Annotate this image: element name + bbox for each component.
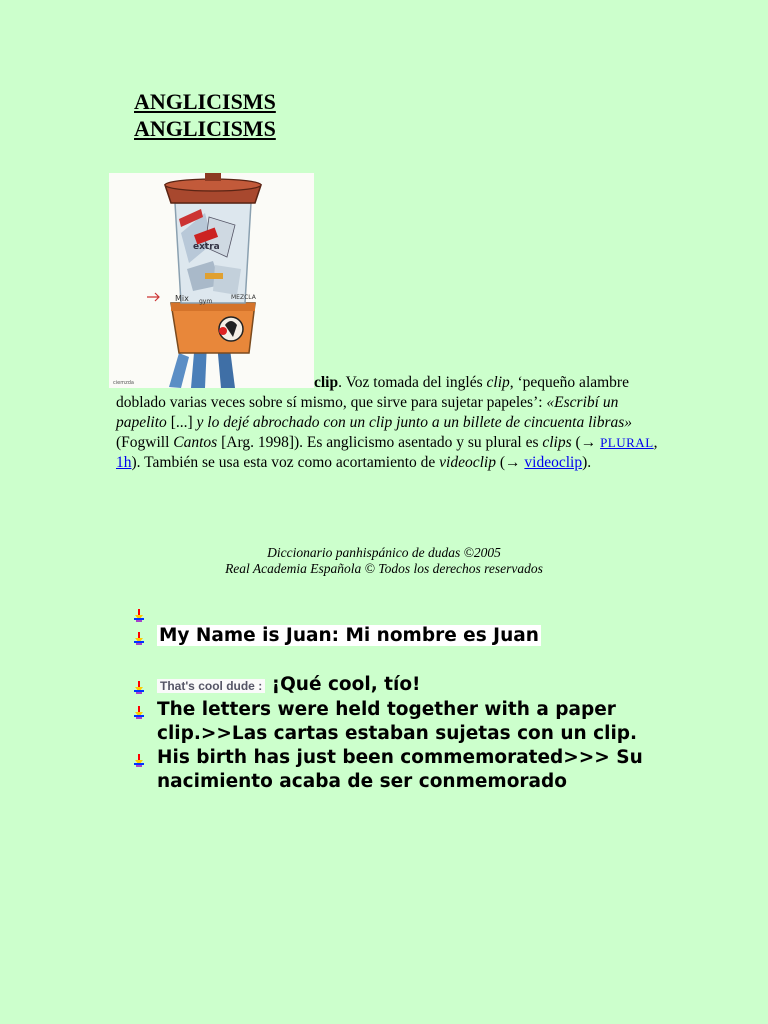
list-item — [132, 624, 652, 648]
list-item-text: His birth has just been commemorated>>> Su nacimiento acaba de ser conmemorado — [157, 747, 643, 792]
page-title — [134, 88, 276, 142]
multicolor-arrow-bullet-icon — [132, 705, 146, 719]
list-item — [132, 673, 652, 698]
entry-text: (Fogwill — [116, 434, 174, 451]
entry-text: ). — [582, 454, 592, 471]
list-item-text: The letters were held together with a paper clip.>>Las cartas estaban sujetas con un clip. — [157, 699, 638, 744]
entry-text: [...] — [166, 414, 197, 431]
entry-text: (→ — [571, 434, 601, 451]
list-item — [132, 746, 652, 794]
credits-line-2: Real Academia Española © Todos los derechos reservados — [225, 561, 543, 576]
entry-text: (→ — [495, 454, 525, 471]
entry-italic-videoclip: videoclip — [439, 454, 496, 471]
headword: clip — [314, 374, 339, 391]
svg-text:ciemzda: ciemzda — [113, 380, 134, 386]
dictionary-entry — [116, 373, 661, 473]
1h-link[interactable]: 1h — [116, 454, 132, 471]
multicolor-arrow-bullet-icon — [132, 680, 146, 694]
list-item — [132, 698, 652, 746]
jar-label-extra: extra — [193, 242, 220, 252]
entry-text: ). También se usa esta voz como acortamiento de — [131, 454, 440, 471]
plural-link[interactable]: PLURAL — [600, 435, 654, 450]
credits-line-1: Diccionario panhispánico de dudas ©2005 — [267, 545, 501, 560]
cool-dude-label: That's cool dude : — [157, 679, 265, 693]
multicolor-arrow-bullet-icon — [132, 608, 146, 622]
list-item-text: ¡Qué cool, tío! — [271, 674, 421, 695]
entry-text: . Voz tomada del inglés — [338, 374, 487, 391]
mezcla-label: MEZCLA — [231, 294, 256, 301]
multicolor-arrow-bullet-icon — [132, 631, 146, 645]
example-list — [132, 606, 652, 794]
entry-text: , — [653, 434, 658, 451]
title-line-2: ANGLICISMS — [134, 116, 276, 141]
entry-quote: y lo dejé abrochado con un clip junto a un billete de cincuenta libras» — [196, 414, 633, 431]
copyright-credits — [0, 545, 768, 577]
title-line-1: ANGLICISMS — [134, 89, 276, 114]
entry-italic-cantos: Cantos — [173, 434, 218, 451]
entry-quote: «Escribí un papelito — [116, 394, 619, 431]
multicolor-arrow-bullet-icon — [132, 753, 146, 767]
list-item-text: My Name is Juan: Mi nombre es Juan — [159, 625, 539, 646]
gym-label: gym — [199, 298, 213, 305]
videoclip-link[interactable]: videoclip — [524, 454, 583, 471]
entry-italic-clips: clips — [542, 434, 572, 451]
entry-text: , ‘pequeño alambre doblado varias veces sobre sí mismo, que sirve para sujetar papeles’: — [116, 374, 629, 411]
entry-italic-clip: clip — [486, 374, 510, 391]
entry-text: [Arg. 1998]). Es anglicismo asentado y su plural es — [217, 434, 543, 451]
blender-figure-illustration — [109, 173, 314, 388]
list-item — [132, 606, 652, 622]
mix-label: Mix — [175, 294, 189, 303]
